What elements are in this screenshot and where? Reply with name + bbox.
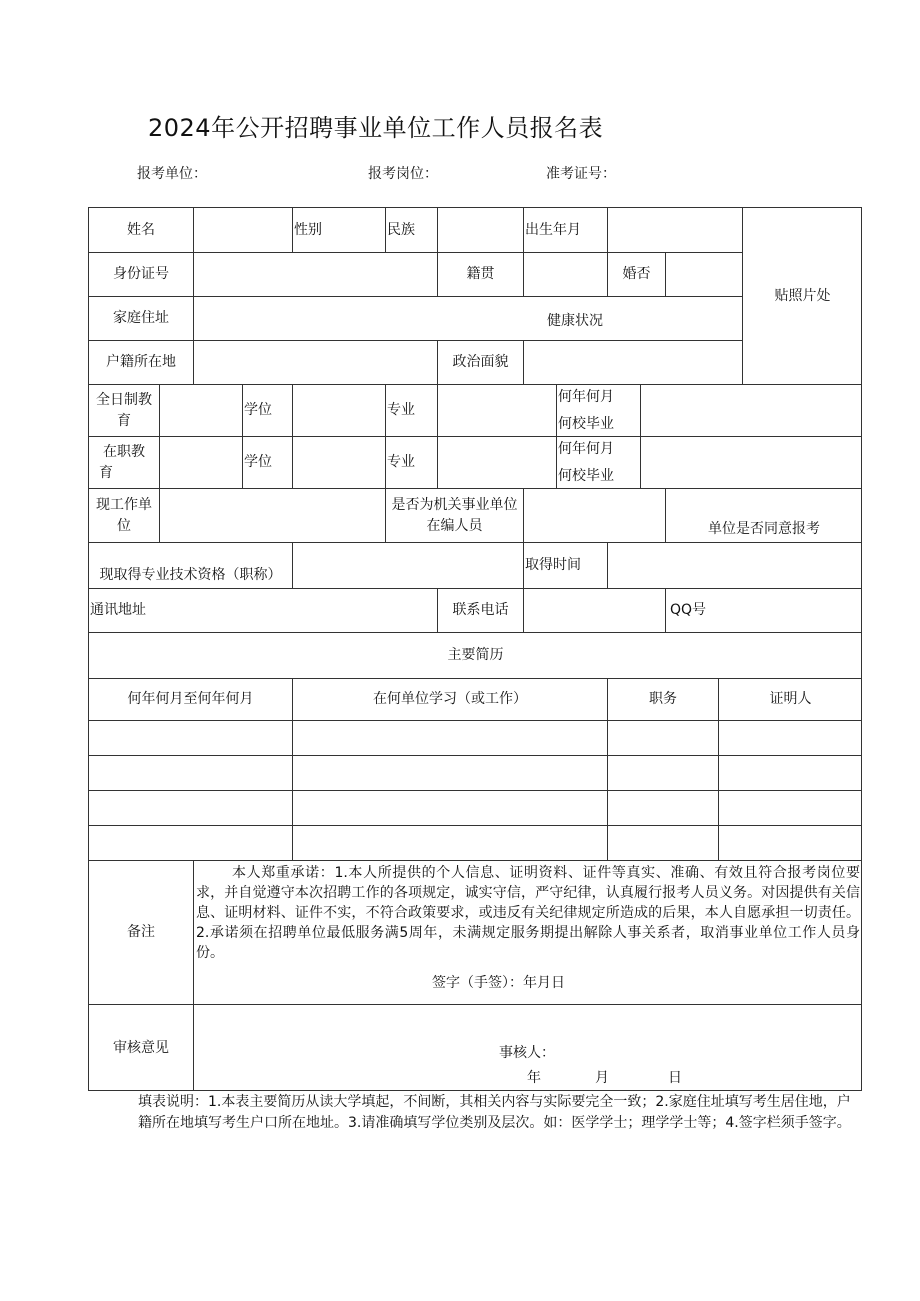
inservice-degree-field[interactable] — [292, 436, 385, 488]
fulltime-edu-field[interactable] — [159, 384, 242, 436]
resume-position-header: 职务 — [607, 678, 718, 720]
fulltime-edu-line2: 育 — [117, 412, 131, 429]
political-field[interactable] — [523, 340, 742, 384]
native-place-label: 籍贯 — [437, 252, 523, 296]
fulltime-school-text: 何校毕业 — [558, 415, 614, 432]
inservice-degree-label: 学位 — [242, 436, 292, 488]
resume-where-header: 在何单位学习（或工作） — [292, 678, 607, 720]
staff-status-line1: 是否为机关事业单位 — [391, 496, 518, 513]
fulltime-major-label: 专业 — [385, 384, 437, 436]
inservice-edu-field[interactable] — [159, 436, 242, 488]
inservice-major-field[interactable] — [437, 436, 556, 488]
staff-status-line2: 在编人员 — [426, 517, 483, 534]
fulltime-grad-label — [556, 384, 640, 436]
review-year: 年 — [527, 1070, 541, 1086]
name-field[interactable] — [193, 207, 292, 252]
work-unit-label — [88, 488, 159, 542]
fulltime-degree-label: 学位 — [242, 384, 292, 436]
phone-field[interactable] — [523, 588, 665, 632]
fulltime-grad-field[interactable] — [640, 384, 862, 436]
resume-row-2-witness[interactable] — [718, 755, 862, 790]
resume-period-header: 何年何月至何年何月 — [88, 678, 292, 720]
hukou-label: 户籍所在地 — [88, 340, 193, 384]
resume-row-2-period[interactable] — [88, 755, 292, 790]
resume-row-3-period[interactable] — [88, 790, 292, 825]
ethnicity-field[interactable] — [437, 207, 523, 252]
fulltime-when-text: 何年何月 — [558, 388, 614, 405]
photo-area[interactable]: 贴照片处 — [742, 207, 862, 384]
resume-row-2-where[interactable] — [292, 755, 607, 790]
inservice-grad-label — [556, 436, 640, 488]
mail-address-label: 通讯地址 — [88, 588, 437, 632]
inservice-edu-label — [88, 436, 159, 488]
pledge-text: 本人郑重承诺：1.本人所提供的个人信息、证明资料、证件等真实、准确、有效且符合报考岗位要求，并自觉遵守本次招聘工作的各项规定，诚实守信，严守纪律，认真履行报考人员义务。对因提供有关信息、证明材料、证件不实，不符合政策要求，或违反有关纪律规定所造成的后果，本人自愿承担一切责任。2.承诺须在招聘单位最低服务满5周年，未满规定服务期提出解除人事关系者，取消事业单位工作人员身份。 — [196, 865, 860, 961]
resume-row-3-position[interactable] — [607, 790, 718, 825]
qualification-field[interactable] — [292, 542, 523, 588]
resume-row-1-position[interactable] — [607, 720, 718, 755]
native-place-field[interactable] — [523, 252, 607, 296]
health-label: 健康状况 — [547, 313, 603, 329]
resume-header: 主要简历 — [88, 632, 862, 678]
resume-row-4-where[interactable] — [292, 825, 607, 860]
resume-row-4-period[interactable] — [88, 825, 292, 860]
inservice-grad-field[interactable] — [640, 436, 862, 488]
work-unit-line2: 位 — [117, 517, 131, 534]
name-label: 姓名 — [88, 207, 193, 252]
qualification-label: 现取得专业技术资格（职称） — [88, 542, 292, 588]
resume-row-1-where[interactable] — [292, 720, 607, 755]
id-number-label: 身份证号 — [88, 252, 193, 296]
staff-status-field[interactable] — [523, 488, 665, 542]
review-label: 审核意见 — [88, 1004, 193, 1091]
review-day: 日 — [668, 1070, 682, 1086]
marital-label: 婚否 — [607, 252, 665, 296]
resume-row-4-position[interactable] — [607, 825, 718, 860]
birth-field[interactable] — [607, 207, 742, 252]
inservice-when-text: 何年何月 — [558, 440, 614, 457]
fulltime-major-field[interactable] — [437, 384, 556, 436]
qq-label: QQ号 — [665, 588, 862, 632]
birth-label: 出生年月 — [523, 207, 607, 252]
staff-status-label — [385, 488, 523, 542]
ticket-number-label: 准考证号： — [546, 166, 616, 182]
unit-consent-label: 单位是否同意报考 — [665, 488, 862, 542]
review-month: 月 — [595, 1070, 609, 1086]
resume-witness-header: 证明人 — [718, 678, 862, 720]
resume-row-3-where[interactable] — [292, 790, 607, 825]
id-number-field[interactable] — [193, 252, 437, 296]
resume-row-2-position[interactable] — [607, 755, 718, 790]
review-cell[interactable] — [193, 1004, 862, 1091]
work-unit-field[interactable] — [159, 488, 385, 542]
inservice-edu-line2: 育 — [99, 464, 113, 481]
inservice-school-text: 何校毕业 — [558, 467, 614, 484]
pledge-cell — [193, 860, 862, 1004]
registration-form — [88, 207, 862, 1091]
work-unit-line1: 现工作单 — [96, 496, 152, 513]
phone-label: 联系电话 — [437, 588, 523, 632]
fulltime-edu-line1: 全日制教 — [96, 391, 152, 408]
resume-row-1-witness[interactable] — [718, 720, 862, 755]
sign-line: 签字（手签）：年月日 — [432, 975, 565, 991]
ethnicity-label: 民族 — [385, 207, 437, 252]
reviewer-label: 事核人： — [499, 1045, 555, 1061]
obtain-time-label: 取得时间 — [523, 542, 607, 588]
fulltime-edu-label — [88, 384, 159, 436]
form-title: 2024年公开招聘事业单位工作人员报名表 — [148, 114, 604, 142]
inservice-major-label: 专业 — [385, 436, 437, 488]
inservice-edu-line1: 在职教 — [103, 443, 145, 460]
obtain-time-field[interactable] — [607, 542, 862, 588]
hukou-field[interactable] — [193, 340, 437, 384]
gender-label: 性别 — [292, 207, 385, 252]
apply-post-label: 报考岗位： — [368, 166, 438, 182]
filling-instructions: 填表说明：1.本表主要简历从读大学填起，不间断，其相关内容与实际要完全一致；2.家庭住址填写考生居住地，户籍所在地填写考生户口所在地址。3.请准确填写学位类别及层次。如：医学学士；理学学士等；4.签字栏须手签字。 — [138, 1094, 851, 1131]
resume-row-1-period[interactable] — [88, 720, 292, 755]
political-label: 政治面貌 — [437, 340, 523, 384]
apply-unit-label: 报考单位： — [137, 166, 207, 182]
fulltime-degree-field[interactable] — [292, 384, 385, 436]
home-address-field[interactable] — [193, 296, 742, 340]
resume-row-3-witness[interactable] — [718, 790, 862, 825]
remarks-label: 备注 — [88, 860, 193, 1004]
marital-field[interactable] — [665, 252, 742, 296]
resume-row-4-witness[interactable] — [718, 825, 862, 860]
home-address-label: 家庭住址 — [88, 296, 193, 340]
